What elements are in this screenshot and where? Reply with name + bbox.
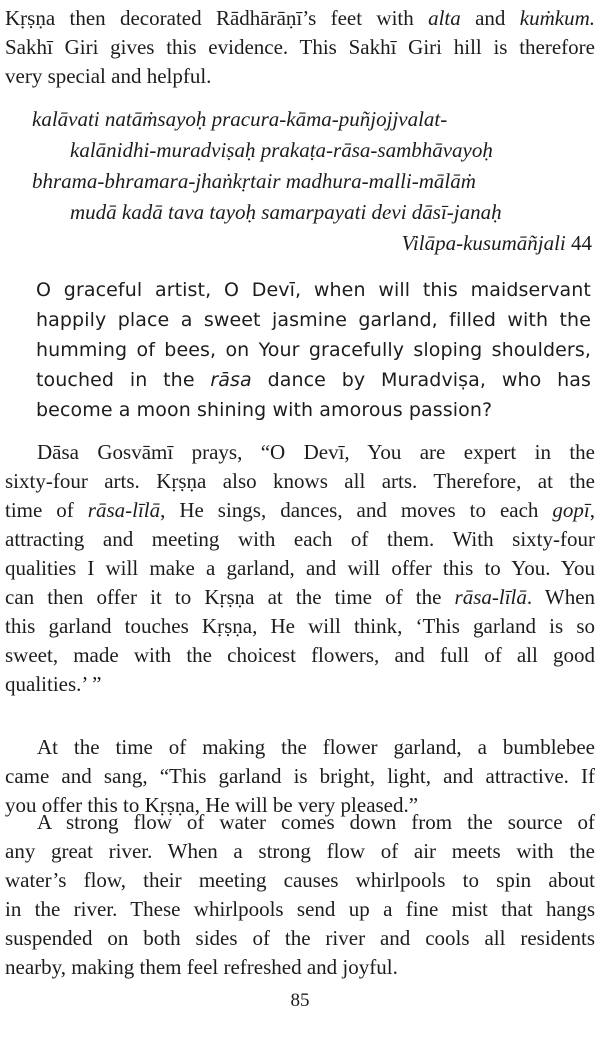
text-line: this garland touches Kṛṣṇa, He will think, ‘This garland is so <box>5 614 595 638</box>
verse-line: mudā kadā tava tayoḥ samarpayati devi dāsī-janaḥ <box>70 200 502 224</box>
text-line: qualities I will make a garland, and will offer this to You. You <box>5 556 595 580</box>
intro-paragraph <box>5 4 595 91</box>
text-line <box>5 4 595 33</box>
body-paragraph-1 <box>5 438 595 699</box>
italic-term: rāsa-līlā <box>454 585 527 609</box>
text-line: qualities.’ ” <box>5 672 102 696</box>
text-line: Dāsa Gosvāmī prays, “O Devī, You are expert in the <box>37 440 595 464</box>
text-line <box>5 496 595 525</box>
text-run: , He sings, dances, and moves to each <box>160 498 553 522</box>
text-line: water’s flow, their meeting causes whirlpools to spin about <box>5 868 595 892</box>
text-line: nearby, making them feel refreshed and joyful. <box>5 955 398 979</box>
text-line: A strong flow of water comes down from the source of <box>37 810 595 834</box>
text-line: very special and helpful. <box>5 64 212 88</box>
text-run: Kṛṣṇa then decorated Rādhārāṇī’s feet with <box>5 6 429 30</box>
text-line: any great river. When a strong flow of air meets with the <box>5 839 595 863</box>
page-number: 85 <box>290 990 310 1011</box>
verse-citation <box>32 228 598 259</box>
translation-line: become a moon shining with amorous passion? <box>36 399 493 421</box>
verse-line: kalānidhi-muradviṣaḥ prakaṭa-rāsa-sambhāvayoḥ <box>70 138 493 162</box>
text-line: in the river. These whirlpools send up a fine mist that hangs <box>5 897 595 921</box>
text-line: sixty-four arts. Kṛṣṇa also knows all arts. Therefore, at the <box>5 469 595 493</box>
translation-line: humming of bees, on Your gracefully sloping shoulders, <box>36 339 591 361</box>
text-run: . When <box>526 585 596 609</box>
citation-number: 44 <box>571 231 592 255</box>
text-run: dance by Muradviṣa, who has <box>251 369 591 391</box>
text-line: attracting and meeting with each of them. With sixty-four <box>5 527 595 551</box>
text-line: you offer this to Kṛṣṇa, He will be very pleased.” <box>5 793 419 817</box>
text-run: time of <box>5 498 88 522</box>
italic-term: alta <box>428 6 461 30</box>
text-line: sweet, made with the choicest flowers, and full of all good <box>5 643 595 667</box>
text-line <box>5 583 595 612</box>
text-line: At the time of making the flower garland, a bumblebee <box>37 735 595 759</box>
text-line: suspended on both sides of the river and cools all residents <box>5 926 595 950</box>
text-run: touched in the <box>36 369 211 391</box>
text-run: can then offer it to Kṛṣṇa at the time of the <box>5 585 455 609</box>
translation-line: O graceful artist, O Devī, when will this maidservant <box>36 279 591 301</box>
italic-term: rāsa <box>210 369 252 391</box>
italic-term: gopī <box>552 498 590 522</box>
text-line: Sakhī Giri gives this evidence. This Sakhī Giri hill is therefore <box>5 35 595 59</box>
italic-term: rāsa-līlā <box>87 498 161 522</box>
body-paragraph-2 <box>5 733 595 820</box>
text-run: , <box>589 498 595 522</box>
verse-line: kalāvati natāṁsayoḥ pracura-kāma-puñjojjvalat- <box>32 107 448 131</box>
translation-line: happily place a sweet jasmine garland, filled with the <box>36 309 591 331</box>
body-paragraph-3 <box>5 808 595 982</box>
citation-source: Vilāpa-kusumāñjali <box>401 231 566 255</box>
sanskrit-verse <box>32 104 598 259</box>
italic-term: kuṁkum. <box>519 6 595 30</box>
verse-translation <box>36 275 591 425</box>
verse-line: bhrama-bhramara-jhaṅkṛtair madhura-malli-mālāṁ <box>32 169 476 193</box>
text-line: came and sang, “This garland is bright, light, and attractive. If <box>5 764 595 788</box>
translation-line <box>36 365 591 395</box>
text-run: and <box>460 6 520 30</box>
